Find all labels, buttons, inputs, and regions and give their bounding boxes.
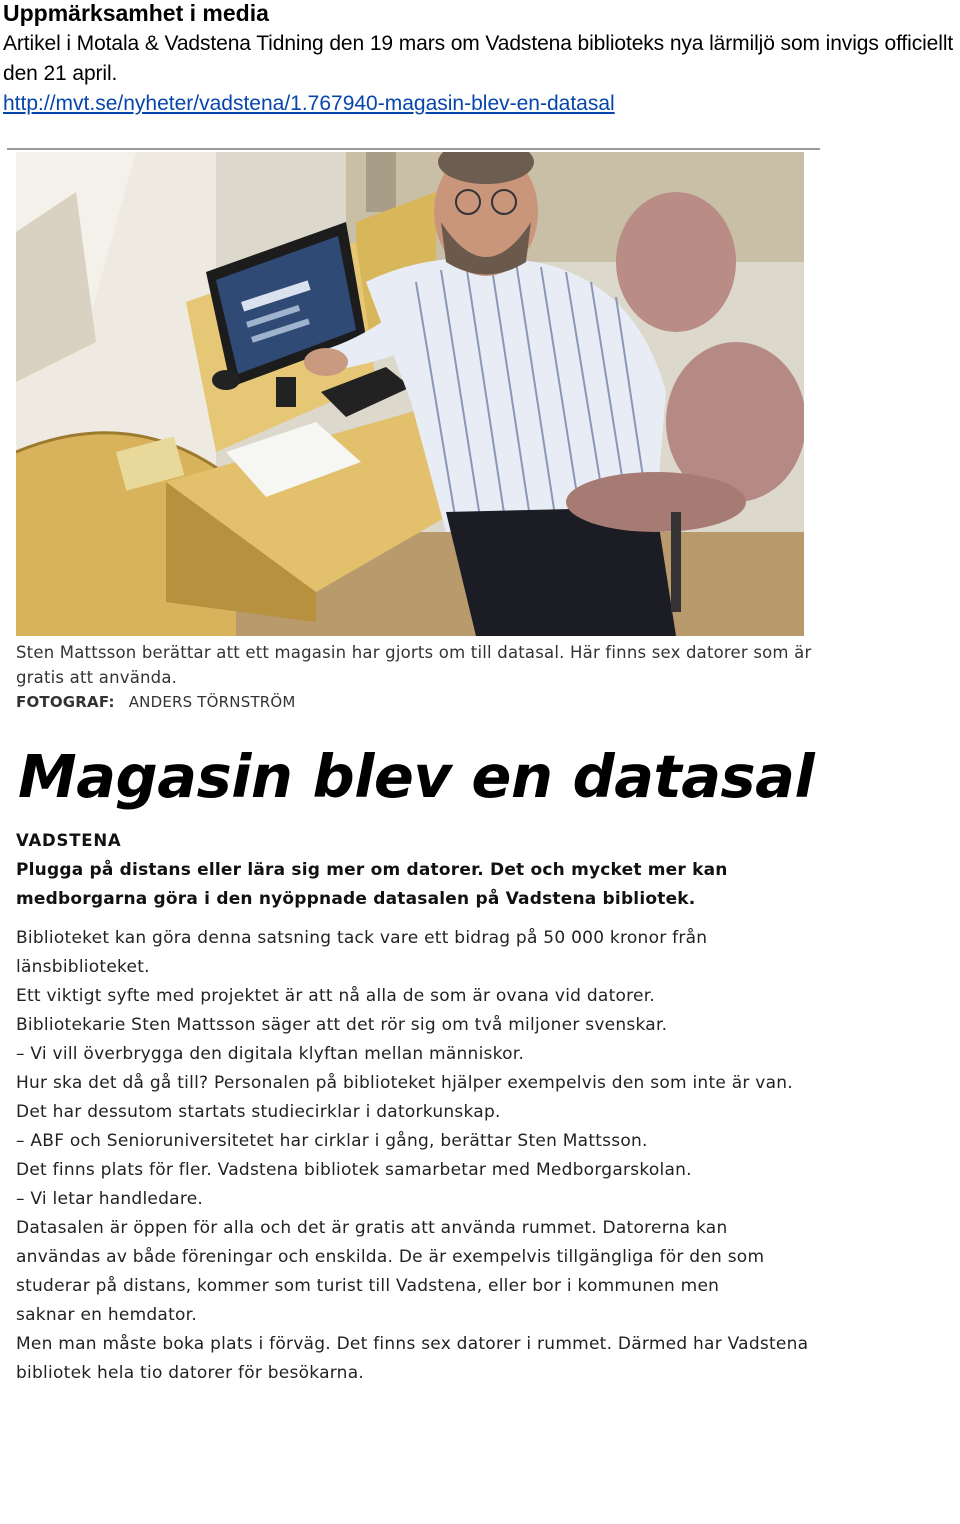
body-paragraph: – Vi vill överbrygga den digitala klyftan mellan människor. bbox=[16, 1044, 525, 1064]
body-paragraph: saknar en hemdator. bbox=[16, 1305, 197, 1325]
photo-credit-label: FOTOGRAF: bbox=[16, 693, 115, 711]
body-paragraph: – ABF och Senioruniversitetet har cirklar i gång, berättar Sten Mattsson. bbox=[16, 1131, 648, 1151]
document-header bbox=[3, 0, 958, 118]
body-paragraph: Men man måste boka plats i förväg. Det finns sex datorer i rummet. Därmed har Vadstena bibliotek hela tio datorer för besökarna. bbox=[16, 1334, 809, 1383]
photo-credit bbox=[16, 691, 816, 713]
photo-credit-name: ANDERS TÖRNSTRÖM bbox=[128, 693, 296, 711]
article-ingress: Plugga på distans eller lära sig mer om datorer. Det och mycket mer kan medborgarna göra i den nyöppnade datasalen på Vadstena bibliotek. bbox=[16, 860, 728, 909]
article-link[interactable]: http://mvt.se/nyheter/vadstena/1.767940-magasin-blev-en-datasal bbox=[3, 92, 615, 115]
body-paragraph: Biblioteket kan göra denna satsning tack vare ett bidrag på 50 000 kronor från länsbiblioteket. bbox=[16, 928, 708, 977]
body-paragraph: – Vi letar handledare. bbox=[16, 1189, 204, 1209]
newspaper-clipping bbox=[16, 640, 816, 1388]
article-dateline: VADSTENA bbox=[16, 831, 122, 850]
body-paragraph: Ett viktigt syfte med projektet är att nå alla de som är ovana vid datorer. bbox=[16, 986, 656, 1006]
article-headline: Magasin blev en datasal bbox=[18, 742, 815, 811]
document-title: Uppmärksamhet i media bbox=[3, 0, 269, 26]
photo-caption: Sten Mattsson berättar att ett magasin har gjorts om till datasal. Här finns sex datorer som är gratis att använda. bbox=[16, 643, 812, 687]
document-intro: Artikel i Motala & Vadstena Tidning den 19 mars om Vadstena biblioteks nya lärmiljö som invigs officiellt den 21 april. bbox=[3, 32, 954, 85]
body-paragraph: Bibliotekarie Sten Mattsson säger att det rör sig om två miljoner svenskar. bbox=[16, 1015, 668, 1035]
article-photo bbox=[16, 152, 804, 636]
body-paragraph: Det finns plats för fler. Vadstena bibliotek samarbetar med Medborgarskolan. bbox=[16, 1160, 692, 1180]
clipping-top-rule bbox=[7, 148, 820, 150]
body-paragraph: Hur ska det då gå till? Personalen på biblioteket hjälper exempelvis den som inte är van. Det har dessutom startats studiecirklar i datorkunskap. bbox=[16, 1073, 793, 1122]
body-paragraph: Datasalen är öppen för alla och det är gratis att använda rummet. Datorerna kan användas av både föreningar och enskilda. De är exempelvis tillgängliga för den som studerar på distans, kommer som turist till Vadstena, eller bor i kommunen men bbox=[16, 1218, 765, 1296]
article-body bbox=[16, 924, 816, 1388]
